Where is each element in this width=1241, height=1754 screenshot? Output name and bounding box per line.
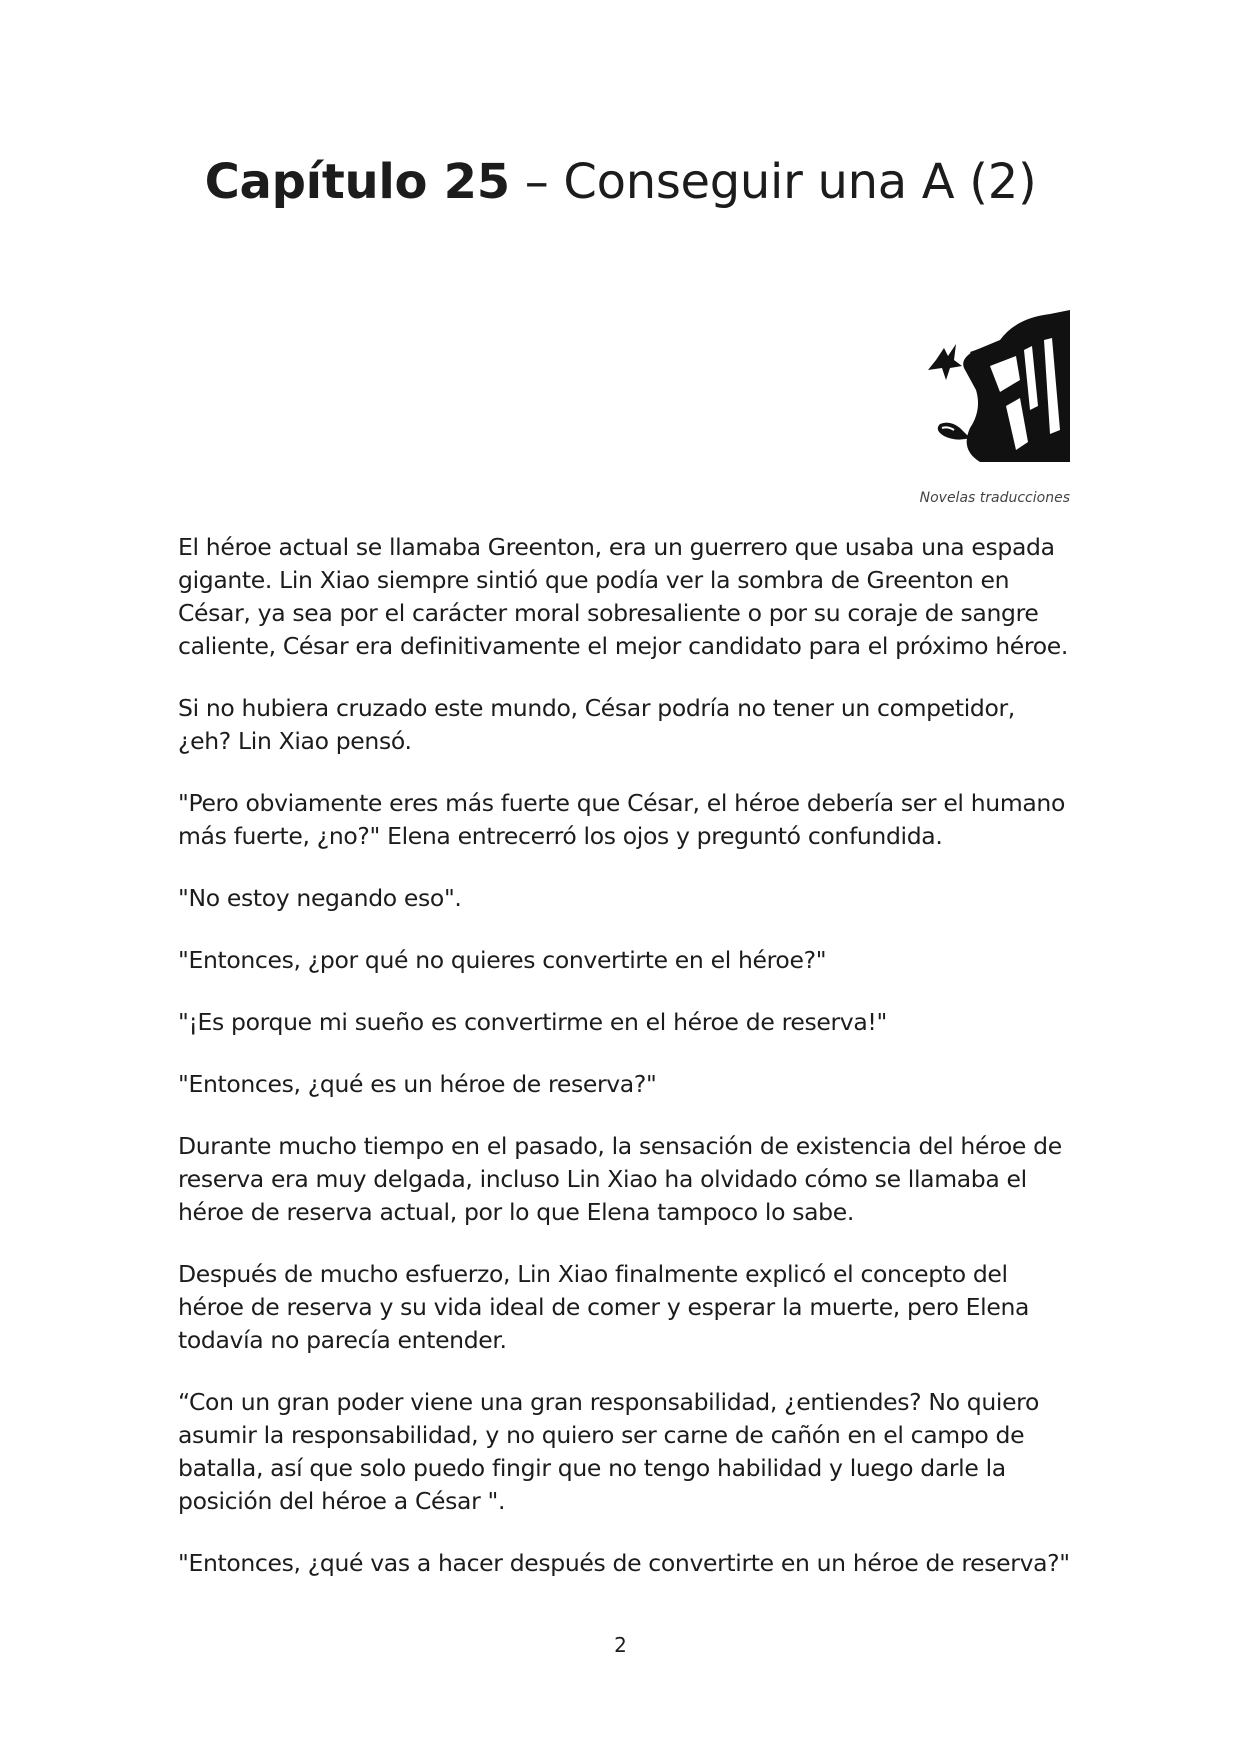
page-number: 2 bbox=[614, 1633, 627, 1657]
chapter-number: Capítulo 25 bbox=[204, 154, 510, 210]
paragraph: "No estoy negando eso". bbox=[178, 884, 462, 912]
paragraph: "Entonces, ¿qué vas a hacer después de convertirte en un héroe de reserva?" bbox=[178, 1549, 1070, 1577]
paragraph: El héroe actual se llamaba Greenton, era un guerrero que usaba una espada gigante. Lin Xiao siempre sintió que podía ver la sombra de Greenton en César, ya sea por el carácter moral sobresaliente o por su coraje de sangre caliente, César era definitivamente el mejor candidato para el próximo héroe. bbox=[178, 533, 1068, 660]
paragraph: Si no hubiera cruzado este mundo, César podría no tener un competidor, ¿eh? Lin Xiao pensó. bbox=[178, 694, 1015, 755]
logo-caption: Novelas traducciones bbox=[919, 490, 1070, 506]
paragraph: Después de mucho esfuerzo, Lin Xiao finalmente explicó el concepto del héroe de reserva y su vida ideal de comer y esperar la muerte, pero Elena todavía no parecía entender. bbox=[178, 1260, 1030, 1354]
paragraph: “Con un gran poder viene una gran responsabilidad, ¿entiendes? No quiero asumir la responsabilidad, y no quiero ser carne de cañón en el campo de batalla, así que solo puedo fingir que no tengo habilidad y luego darle la posición del héroe a César ". bbox=[178, 1388, 1039, 1515]
paragraph: "Entonces, ¿qué es un héroe de reserva?" bbox=[178, 1070, 657, 1098]
paragraph: Durante mucho tiempo en el pasado, la sensación de existencia del héroe de reserva era muy delgada, incluso Lin Xiao ha olvidado cómo se llamaba el héroe de reserva actual, por lo que Elena tampoco lo sabe. bbox=[178, 1132, 1062, 1226]
hooded-figure-with-bird-icon bbox=[920, 310, 1072, 462]
paragraph: "Entonces, ¿por qué no quieres convertirte en el héroe?" bbox=[178, 946, 827, 974]
paragraph: "Pero obviamente eres más fuerte que César, el héroe debería ser el humano más fuerte, ¿no?" Elena entrecerró los ojos y preguntó confundida. bbox=[178, 789, 1065, 850]
chapter-title bbox=[0, 150, 1241, 214]
chapter-body bbox=[178, 531, 1073, 1609]
chapter-subtitle: – Conseguir una A (2) bbox=[509, 154, 1037, 210]
paragraph: "¡Es porque mi sueño es convertirme en el héroe de reserva!" bbox=[178, 1008, 887, 1036]
